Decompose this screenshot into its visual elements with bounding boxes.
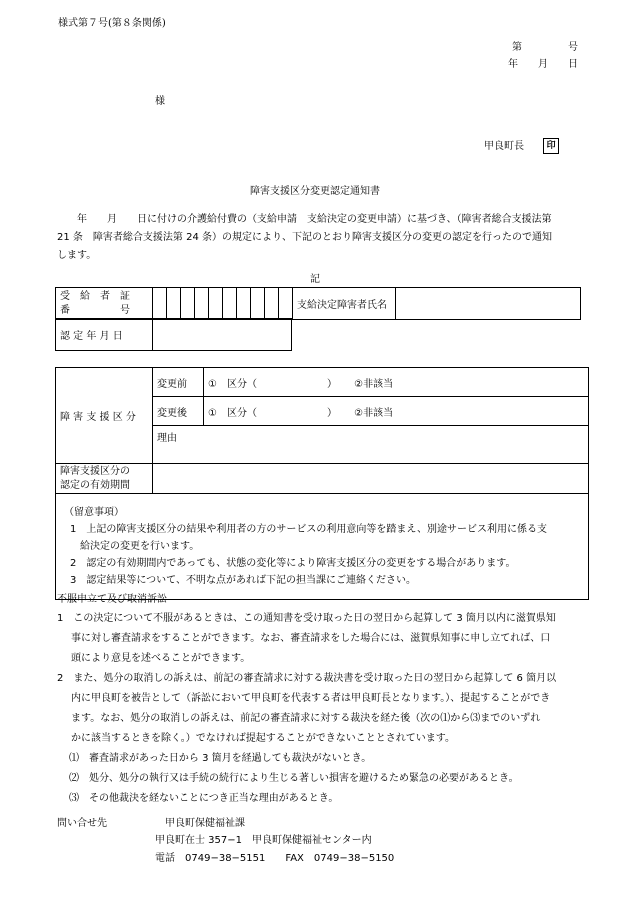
validity-field[interactable] (153, 464, 589, 494)
form-id: 様式第７号(第８条関係) (58, 18, 166, 29)
reason-label: 理由 (157, 433, 177, 444)
recipient-table (55, 287, 581, 320)
intro-line: します。 (57, 250, 97, 261)
digit-cell[interactable] (153, 288, 167, 320)
appeal-sub-item: ⑴ 審査請求があった日から 3 箇月を経過しても裁決がないとき。 (69, 753, 372, 764)
reason-cell[interactable] (153, 426, 589, 464)
notes-title: （留意事項） (64, 507, 124, 518)
appeal-line: 1 この決定について不服があるときは、この通知書を受け取った日の翌日から起算して 3 箇月以内に滋賀県知 (57, 613, 556, 624)
digit-cell[interactable] (237, 288, 251, 320)
contact-label: 問い合せ先 (57, 818, 107, 829)
category-label: 障 害 支 援 区 分 (56, 368, 153, 464)
option-not-applicable[interactable]: ②非該当 (354, 378, 394, 390)
ki-heading: 記 (310, 274, 320, 285)
appeal-line: ます。なお、処分の取消しの訴えは、前記の審査請求に対する裁決を経た後（次の⑴から⑶までのいずれ (71, 713, 541, 724)
after-label: 変更後 (153, 397, 204, 426)
appeal-line: 事に対し審査請求をすることができます。なお、審査請求をした場合には、滋賀県知事に申し立てれば、口 (71, 633, 551, 644)
number-go: 号 (568, 42, 578, 53)
date-year: 年 (508, 59, 518, 70)
notes-item: 1 上記の障害支援区分の結果や利用者の方のサービスの利用意向等を踏まえ、別途サービス利用に係る支 (70, 524, 547, 535)
notes-item: 給決定の変更を行います。 (70, 541, 200, 552)
digit-cell[interactable] (195, 288, 209, 320)
digit-cell[interactable] (279, 288, 293, 320)
name-field[interactable] (396, 288, 581, 320)
option-category[interactable]: ① 区分（ ） (208, 407, 337, 419)
appeal-section (57, 591, 597, 809)
appeal-title: 不服申立て及び取消訴訟 (57, 594, 167, 605)
notes-item: 3 認定結果等について、不明な点があれば下記の担当課にご連絡ください。 (70, 575, 416, 586)
option-category[interactable]: ① 区分（ ） (208, 378, 337, 390)
number-dai: 第 (512, 42, 522, 53)
digit-cell[interactable] (251, 288, 265, 320)
name-label: 支給決定障害者氏名 (293, 288, 396, 320)
intro-line: 21 条 障害者総合支援法第 24 条）の規定により、下記のとおり障害支援区分の変更の認定を行ったので通知 (57, 232, 552, 243)
option-not-applicable[interactable]: ②非該当 (354, 407, 394, 419)
cert-date-table (55, 318, 292, 351)
appeal-line: 2 また、処分の取消しの訴えは、前記の審査請求に対する裁決書を受け取った日の翌日から起算して 6 箇月以 (57, 673, 557, 684)
date-month: 月 (538, 59, 548, 70)
recipient-suffix: 様 (155, 96, 165, 107)
digit-cell[interactable] (265, 288, 279, 320)
cert-date-label: 認 定 年 月 日 (56, 319, 153, 351)
validity-label: 障害支援区分の 認定の有効期間 (56, 464, 153, 494)
digit-cell[interactable] (181, 288, 195, 320)
seal-icon: 印 (543, 138, 559, 154)
issuer-name: 甲良町長 (484, 141, 524, 152)
before-label: 変更前 (153, 368, 204, 397)
contact-dept: 甲良町保健福祉課 (165, 818, 245, 829)
digit-cell[interactable] (223, 288, 237, 320)
recipient-number-label: 受 給 者 証 番 号 (56, 288, 153, 320)
page-title: 障害支援区分変更認定通知書 (250, 186, 380, 197)
appeal-line: 頭により意見を述べることができます。 (71, 653, 251, 664)
notes-box (56, 494, 589, 600)
cert-date-field[interactable] (153, 319, 292, 351)
intro-line: 年 月 日に付けの介護給付費の（支給申請 支給決定の変更申請）に基づき、（障害者総合支援法第 (67, 214, 552, 225)
notes-item: 2 認定の有効期間内であっても、状態の変化等により障害支援区分の変更をする場合があります。 (70, 558, 516, 569)
appeal-sub-item: ⑶ その他裁決を経ないことにつき正当な理由があるとき。 (69, 793, 339, 804)
appeal-sub-item: ⑵ 処分、処分の執行又は手続の続行により生じる著しい損害を避けるため緊急の必要があるとき。 (69, 773, 519, 784)
date-day: 日 (568, 59, 578, 70)
intro-paragraph (57, 211, 597, 265)
contact-phone: 電話 0749−38−5151 FAX 0749−38−5150 (155, 853, 395, 864)
digit-cell[interactable] (167, 288, 181, 320)
appeal-line: 内に甲良町を被告として（訴訟において甲良町を代表する者は甲良町長となります。）、提起することができ (71, 693, 551, 704)
issuer (484, 137, 559, 154)
before-options[interactable] (204, 368, 589, 397)
contact-address: 甲良町在士 357−1 甲良町保健福祉センター内 (155, 835, 372, 846)
digit-cell[interactable] (209, 288, 223, 320)
category-table (55, 367, 589, 600)
after-options[interactable] (204, 397, 589, 426)
appeal-line: かに該当するときを除く。）でなければ提起することができないこととされています。 (71, 733, 455, 744)
